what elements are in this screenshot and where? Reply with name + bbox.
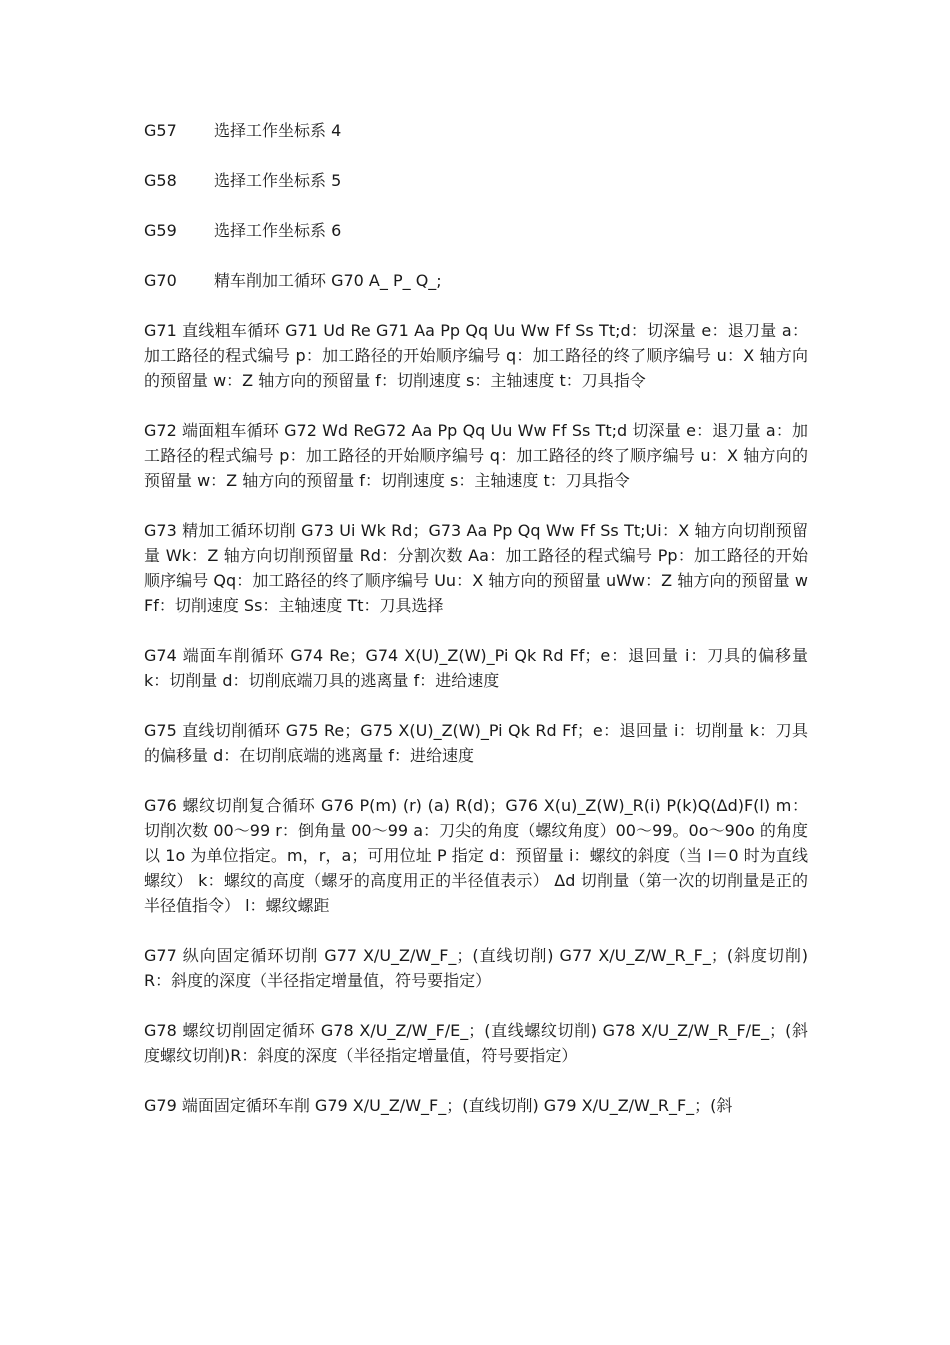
paragraph-g78: G78 螺纹切削固定循环 G78 X/U_Z/W_F/E_；(直线螺纹切削) G78 X/U_Z/W_R_F/E_；(斜度螺纹切削)R：斜度的深度（半径指定增量值，符号要指定） [144,1021,808,1065]
gcode-description: 精车削加工循环 G70 A_ P_ Q_; [214,271,442,290]
entry-g70 [144,268,808,293]
entry-g58 [144,168,808,193]
gcode-label: G70 [144,271,177,290]
document-page [144,118,808,1143]
gcode-label: G58 [144,171,177,190]
paragraph-g77: G77 纵向固定循环切削 G77 X/U_Z/W_F_；(直线切削) G77 X/U_Z/W_R_F_；(斜度切削)R：斜度的深度（半径指定增量值，符号要指定） [144,946,808,990]
paragraph-g72: G72 端面粗车循环 G72 Wd ReG72 Aa Pp Qq Uu Ww Ff Ss Tt;d 切深量 e：退刀量 a：加工路径的程式编号 p：加工路径的开始顺序编号 q：加工路径的终了顺序编号 u：X 轴方向的预留量 w：Z 轴方向的预留量 f：切削速度 s：主轴速度 t：刀具指令 [144,421,808,490]
paragraph-g76: G76 螺纹切削复合循环 G76 P(m) (r) (a) R(d)；G76 X(u)_Z(W)_R(i) P(k)Q(Δd)F(l) m：切削次数 00～99 r：倒角量 00～99 a：刀尖的角度（螺纹角度）00～99。0o～90o 的角度以 1o 为单位指定。m，r，a；可用位址 P 指定 d：预留量 i：螺纹的斜度（当 I＝0 时为直线螺纹） k：螺纹的高度（螺牙的高度用正的半径值表示） Δd 切削量（第一次的切削量是正的半径值指令） l：螺纹螺距 [144,796,808,915]
entry-g57 [144,118,808,143]
paragraph-g74: G74 端面车削循环 G74 Re；G74 X(U)_Z(W)_Pi Qk Rd Ff；e：退回量 i：刀具的偏移量 k：切削量 d：切削底端刀具的逃离量 f：进给速度 [144,646,808,690]
paragraph-g73: G73 精加工循环切削 G73 Ui Wk Rd；G73 Aa Pp Qq Ww Ff Ss Tt;Ui：X 轴方向切削预留量 Wk：Z 轴方向切削预留量 Rd：分割次数 Aa：加工路径的程式编号 Pp：加工路径的开始顺序编号 Qq：加工路径的终了顺序编号 Uu：X 轴方向的预留量 uWw：Z 轴方向的预留量 wFf：切削速度 Ss：主轴速度 Tt：刀具选择 [144,521,808,615]
gcode-label: G57 [144,121,177,140]
gcode-description: 选择工作坐标系 5 [214,171,342,190]
entry-g59 [144,218,808,243]
gcode-description: 选择工作坐标系 6 [214,221,342,240]
paragraph-g71: G71 直线粗车循环 G71 Ud Re G71 Aa Pp Qq Uu Ww Ff Ss Tt;d：切深量 e：退刀量 a：加工路径的程式编号 p：加工路径的开始顺序编号 q：加工路径的终了顺序编号 u：X 轴方向的预留量 w：Z 轴方向的预留量 f：切削速度 s：主轴速度 t：刀具指令 [144,321,808,390]
paragraph-g79: G79 端面固定循环车削 G79 X/U_Z/W_F_；(直线切削) G79 X/U_Z/W_R_F_；(斜 [144,1096,733,1115]
paragraph-g75: G75 直线切削循环 G75 Re；G75 X(U)_Z(W)_Pi Qk Rd Ff；e：退回量 i：切削量 k：刀具的偏移量 d：在切削底端的逃离量 f：进给速度 [144,721,808,765]
gcode-label: G59 [144,221,177,240]
gcode-description: 选择工作坐标系 4 [214,121,342,140]
